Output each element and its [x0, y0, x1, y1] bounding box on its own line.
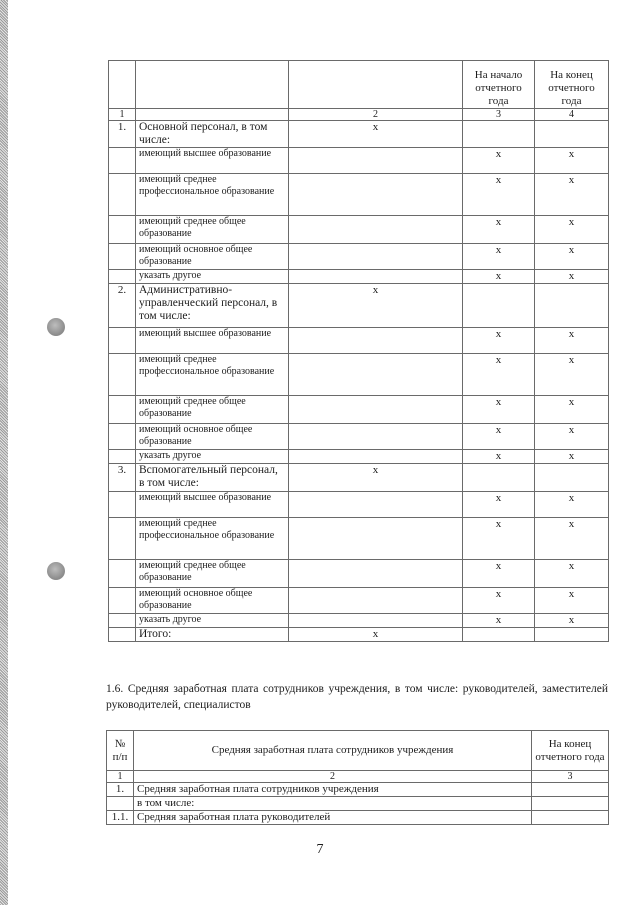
row-label-cell: Административно-управленческий персонал, в том числе: [136, 284, 289, 328]
row-label-cell: указать другое [136, 450, 289, 464]
row-label-cell: имеющий высшее образование [136, 148, 289, 174]
subcategory-row [109, 270, 609, 284]
row-label-cell: Вспомогательный персонал, в том числе: [136, 464, 289, 492]
value-cell-start-of-year: х [463, 174, 535, 216]
value-cell [289, 328, 463, 354]
row-number-cell [109, 354, 136, 396]
value-cell-end-of-year: х [535, 518, 609, 560]
row-number-cell: 3. [109, 464, 136, 492]
row-number-cell [109, 216, 136, 244]
value-cell [289, 216, 463, 244]
index-cell: 2 [289, 109, 463, 121]
value-cell [289, 174, 463, 216]
value-cell-start-of-year: х [463, 354, 535, 396]
value-cell-end-of-year: х [535, 492, 609, 518]
value-cell-end-of-year: х [535, 354, 609, 396]
table-row [107, 811, 609, 825]
value-cell-end-of-year: х [535, 270, 609, 284]
row-label-cell: в том числе: [134, 797, 532, 811]
value-cell-end-of-year [535, 121, 609, 148]
subcategory-row [109, 424, 609, 450]
row-label-cell: имеющий среднее профессиональное образование [136, 174, 289, 216]
table-body [109, 121, 609, 642]
value-cell-start-of-year: х [463, 450, 535, 464]
row-label-cell: Основной персонал, в том числе: [136, 121, 289, 148]
row-number-cell [109, 588, 136, 614]
row-number-cell [109, 518, 136, 560]
value-cell-start-of-year: х [463, 244, 535, 270]
index-cell: 2 [134, 771, 532, 783]
row-number-cell [109, 560, 136, 588]
row-label-cell: имеющий среднее профессиональное образование [136, 354, 289, 396]
value-cell [289, 424, 463, 450]
value-cell [289, 148, 463, 174]
value-cell [289, 518, 463, 560]
value-cell-end-of-year [535, 284, 609, 328]
section-row [109, 121, 609, 148]
row-label-cell: имеющий основное общее образование [136, 588, 289, 614]
value-cell-end-of-year: х [535, 174, 609, 216]
value-cell-end-of-year: х [535, 560, 609, 588]
column-index-row [109, 109, 609, 121]
index-cell: 4 [535, 109, 609, 121]
value-cell-end-of-year [532, 783, 609, 797]
row-number-cell [109, 174, 136, 216]
value-cell [289, 396, 463, 424]
value-cell: х [289, 628, 463, 642]
value-cell [289, 588, 463, 614]
section-heading-1-6: 1.6. Средняя заработная плата сотрудников учреждения, в том числе: руководителей, заместителей руководителей, специалистов [106, 683, 608, 711]
row-number-cell: 1. [107, 783, 134, 797]
value-cell: х [289, 464, 463, 492]
row-label-cell: Итого: [136, 628, 289, 642]
row-label-cell: Средняя заработная плата сотрудников учреждения [134, 783, 532, 797]
value-cell-end-of-year: х [535, 424, 609, 450]
row-label-cell: Средняя заработная плата руководителей [134, 811, 532, 825]
value-cell-start-of-year: х [463, 560, 535, 588]
column-index-row [107, 771, 609, 783]
row-label-cell: указать другое [136, 614, 289, 628]
table-row [107, 783, 609, 797]
subcategory-row [109, 216, 609, 244]
row-label-cell: имеющий среднее общее образование [136, 396, 289, 424]
header-cell [289, 61, 463, 109]
value-cell: х [289, 121, 463, 148]
value-cell-end-of-year: х [535, 396, 609, 424]
subcategory-row [109, 328, 609, 354]
value-cell-end-of-year [532, 811, 609, 825]
value-cell [289, 270, 463, 284]
row-label-cell: имеющий среднее общее образование [136, 560, 289, 588]
value-cell-start-of-year: х [463, 518, 535, 560]
row-number-cell: 1.1. [107, 811, 134, 825]
subcategory-row [109, 174, 609, 216]
average-salary-table [106, 730, 609, 825]
row-label-cell: имеющий среднее профессиональное образование [136, 518, 289, 560]
row-number-cell [109, 244, 136, 270]
row-number-cell [109, 396, 136, 424]
value-cell-end-of-year [535, 628, 609, 642]
row-number-cell [109, 614, 136, 628]
value-cell-end-of-year [532, 797, 609, 811]
value-cell-end-of-year: х [535, 450, 609, 464]
value-cell: х [289, 284, 463, 328]
value-cell-end-of-year: х [535, 614, 609, 628]
value-cell-start-of-year: х [463, 216, 535, 244]
subcategory-row [109, 560, 609, 588]
value-cell-start-of-year [463, 284, 535, 328]
row-number-cell [109, 450, 136, 464]
header-cell-start-of-year: На начало отчетного года [463, 61, 535, 109]
value-cell-end-of-year: х [535, 328, 609, 354]
value-cell [289, 244, 463, 270]
subcategory-row [109, 492, 609, 518]
value-cell-start-of-year: х [463, 148, 535, 174]
value-cell-start-of-year: х [463, 588, 535, 614]
table-body [107, 783, 609, 825]
subcategory-row [109, 354, 609, 396]
header-cell [136, 61, 289, 109]
value-cell-end-of-year: х [535, 588, 609, 614]
value-cell-start-of-year: х [463, 492, 535, 518]
value-cell-start-of-year [463, 464, 535, 492]
value-cell-start-of-year: х [463, 328, 535, 354]
value-cell-start-of-year [463, 628, 535, 642]
row-number-cell: 1. [109, 121, 136, 148]
row-number-cell [109, 492, 136, 518]
index-cell: 1 [109, 109, 136, 121]
table-row [107, 797, 609, 811]
value-cell [289, 354, 463, 396]
value-cell [289, 560, 463, 588]
row-label-cell: имеющий среднее общее образование [136, 216, 289, 244]
value-cell-end-of-year [535, 464, 609, 492]
value-cell-start-of-year: х [463, 424, 535, 450]
row-label-cell: имеющий высшее образование [136, 328, 289, 354]
value-cell [289, 614, 463, 628]
punch-hole [47, 318, 65, 336]
index-cell [136, 109, 289, 121]
punch-hole [47, 562, 65, 580]
row-label-cell: имеющий основное общее образование [136, 424, 289, 450]
value-cell-end-of-year: х [535, 148, 609, 174]
index-cell: 3 [463, 109, 535, 121]
value-cell-end-of-year: х [535, 244, 609, 270]
row-label-cell: имеющий основное общее образование [136, 244, 289, 270]
value-cell-end-of-year: х [535, 216, 609, 244]
header-cell-salary: Средняя заработная плата сотрудников учреждения [134, 731, 532, 771]
row-number-cell: 2. [109, 284, 136, 328]
subcategory-row [109, 450, 609, 464]
subcategory-row [109, 588, 609, 614]
row-label-cell: указать другое [136, 270, 289, 284]
staff-education-table [108, 60, 609, 642]
value-cell-start-of-year [463, 121, 535, 148]
table-header-row [109, 61, 609, 109]
subcategory-row [109, 614, 609, 628]
subcategory-row [109, 518, 609, 560]
row-number-cell [109, 148, 136, 174]
row-number-cell [109, 328, 136, 354]
index-cell: 1 [107, 771, 134, 783]
page-number: 7 [316, 842, 324, 857]
row-number-cell [109, 424, 136, 450]
header-cell [109, 61, 136, 109]
value-cell [289, 450, 463, 464]
value-cell-start-of-year: х [463, 270, 535, 284]
section-row [109, 464, 609, 492]
subcategory-row [109, 396, 609, 424]
subcategory-row [109, 148, 609, 174]
total-row [109, 628, 609, 642]
header-cell-end-of-year: На конец отчетного года [535, 61, 609, 109]
table-header-row [107, 731, 609, 771]
section-row [109, 284, 609, 328]
row-number-cell [107, 797, 134, 811]
header-cell-end-of-year: На конец отчетного года [532, 731, 609, 771]
header-cell-number: № п/п [107, 731, 134, 771]
value-cell [289, 492, 463, 518]
value-cell-start-of-year: х [463, 614, 535, 628]
row-number-cell [109, 628, 136, 642]
row-label-cell: имеющий высшее образование [136, 492, 289, 518]
scan-edge [0, 0, 8, 905]
subcategory-row [109, 244, 609, 270]
index-cell: 3 [532, 771, 609, 783]
value-cell-start-of-year: х [463, 396, 535, 424]
row-number-cell [109, 270, 136, 284]
